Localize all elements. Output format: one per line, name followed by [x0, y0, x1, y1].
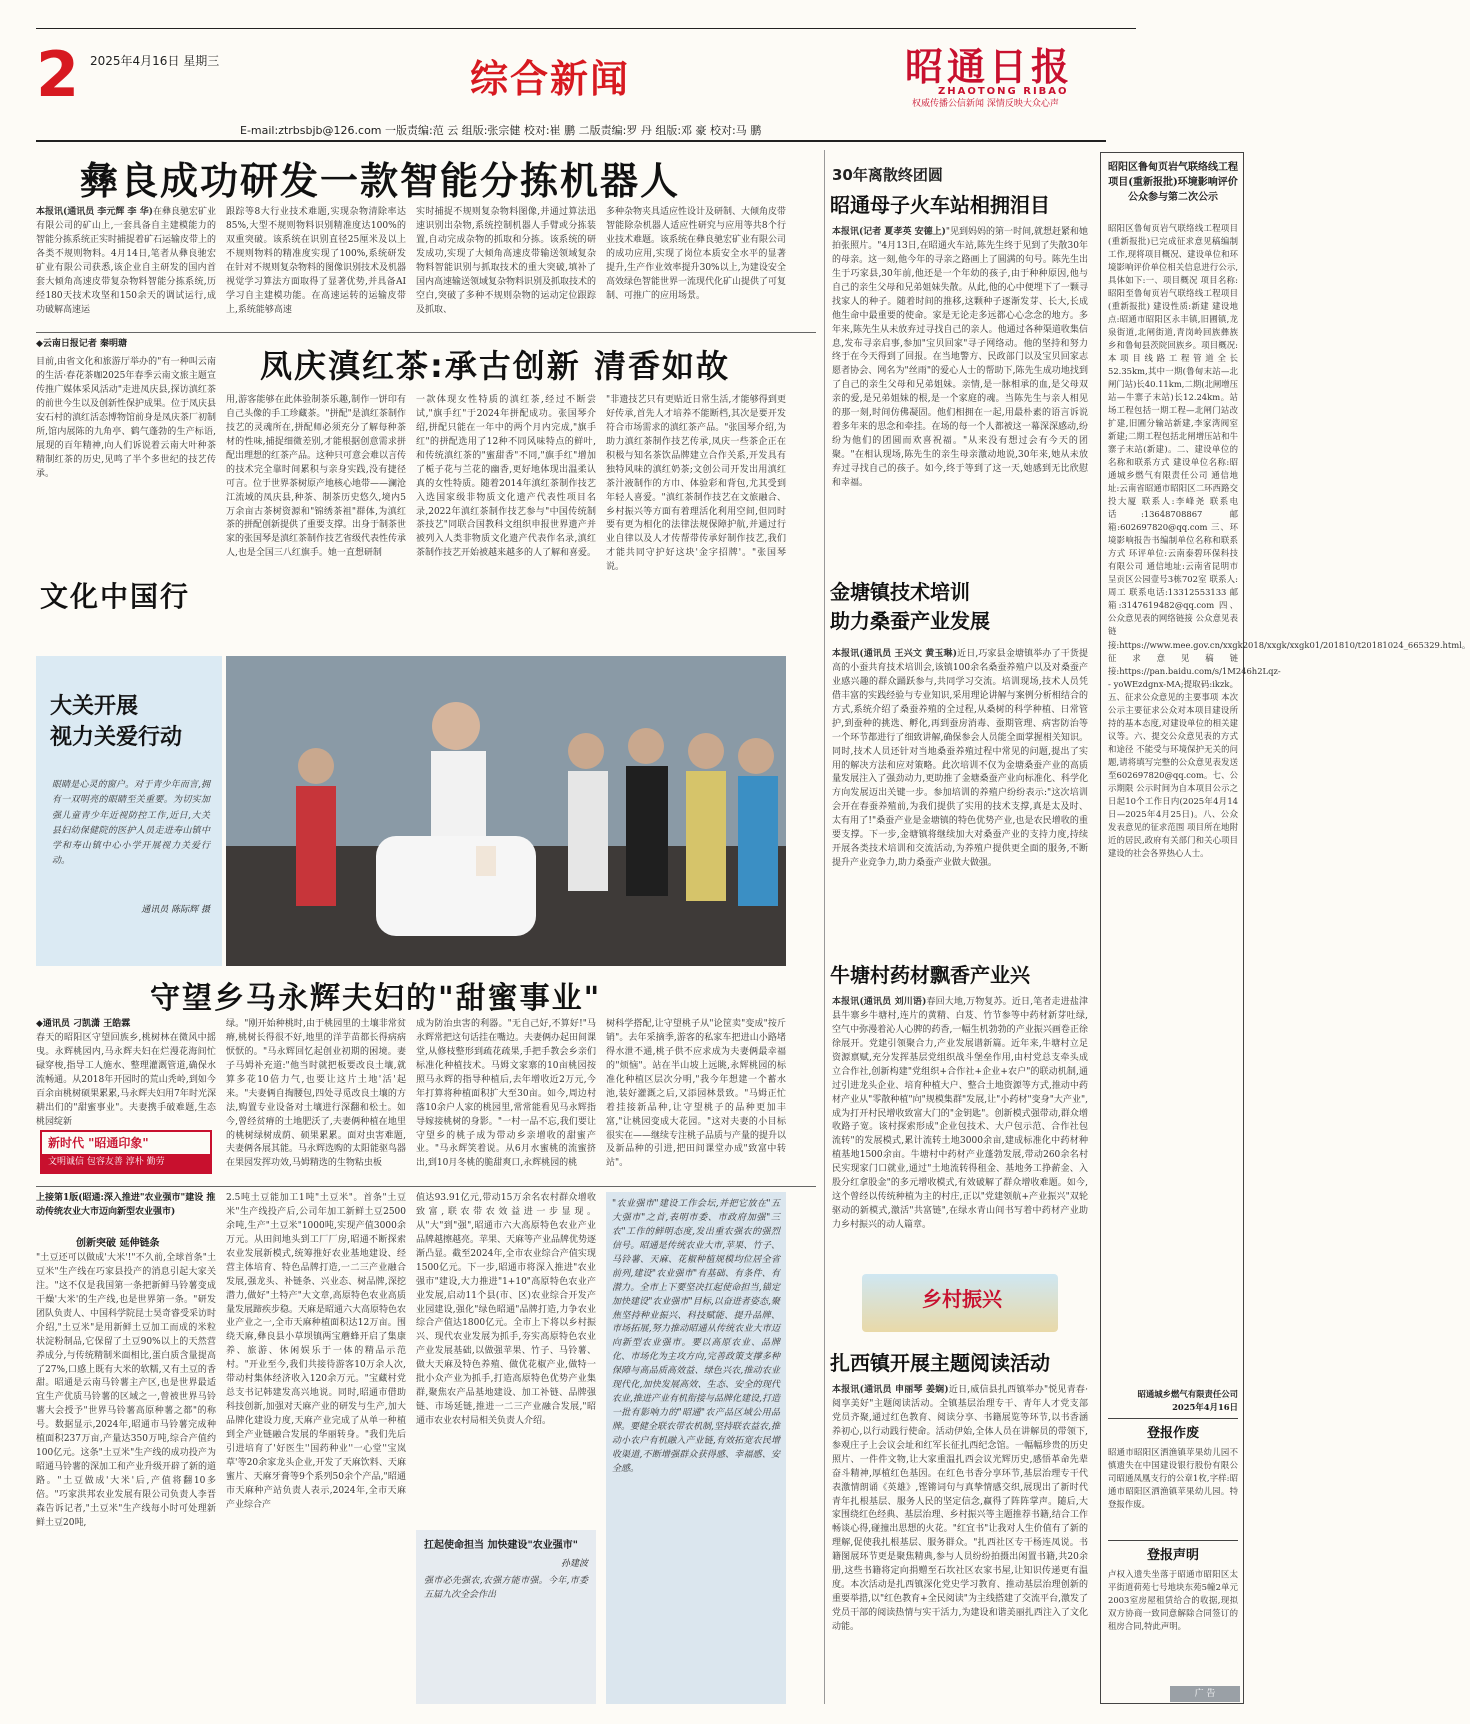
- notice3-title: 登报声明: [1146, 1548, 1199, 1563]
- divider: [1108, 1418, 1238, 1419]
- paper-pinyin: ZHAOTONG RIBAO: [938, 86, 1069, 97]
- section-title: 综合新闻: [470, 57, 631, 101]
- article2-title: 凤庆滇红茶:承古创新 清香如故: [260, 347, 730, 385]
- article5-byline: 本报讯(记者 夏孝英 安德上): [832, 227, 946, 237]
- issue-date: 2025年4月16日 星期三: [90, 54, 220, 68]
- article2-col4: "非遗技艺只有更贴近日常生活,才能够得到更好传承,首先人才培养不能断档,其次是要开发符合市场需求的滇红茶产品。"张国琴介绍,为助力滇红茶制作技艺传承,凤庆一些茶企正在积极与知名茶饮品牌建立合作关系,开发具有独特风味的滇红奶茶;文创公司开发出用滇红茶汁液制作的方巾、体验彩和背包,尤其受到年轻人喜爱。"滇红茶制作技艺在文旅融合、乡村振兴等方面有着理活化利用空间,但同时要有更为相化的法律法规保障护航,并通过行业自律以及人才传帮带传承好制作技艺,我们才能共同守护好这块'金字招牌'。"张国琴说。: [606, 395, 786, 573]
- editor-credits: E-mail:ztrbsbjb@126.com 一版责编:范 云 组版:张宗健 校对:崔 鹏 二版责编:罗 丹 组版:邓 豪 校对:马 鹏: [240, 124, 762, 137]
- article2-col2: 用,游客能够在此体验制茶乐趣,制作一饼印有自己头像的手工珍藏茶。"拼配"是滇红茶制作技艺的灵魂所在,拼配师必须充分了解每种茶材的性味,捕捉细微差别,才能根据创意需求拼配出理想的红茶产品。这种只可意会难以言传的技术完全靠时间累积与亲身实践,没有捷径可言。位于世界茶树原产地核心地带——澜沧江流域的凤庆县,种茶、制茶历史悠久,境内5万余亩古茶树资源和"锦绣茶祖"群体,为滇红茶的拼配创新提供了重要支撑。出身于制茶世家的张国琴是滇红茶制作技艺省级代表性传承人,也是全国三八红旗手。她一直想研制: [226, 395, 407, 559]
- article4-subtitle: 创新突破 延伸链条: [76, 1238, 160, 1249]
- article6-body: 本报讯(通讯员 王兴文 黄玉琳)近日,巧家县金塘镇举办了干货提高的小蚕共育技术培训会,该镇100余名桑蚕养殖户以及对桑蚕产业感兴趣的群众踊跃参与,共同学习交流。培训现场,技术人员凭借丰富的实践经验与专业知识,采用理论讲解与案例分析相结合的方式,系统介绍了桑蚕养殖的全过程,从桑树的科学种植、日常管护,到蚕种的挑选、孵化,再到蚕房消毒、蚕期管理、病害防治等一个环节都进行了细致讲解,确保参会人员能全面掌握相关知识。同时,技术人员还针对当地桑蚕养殖过程中常见的问题,提出了实用的解决方法和应对策略。此次培训不仅为金塘桑蚕产业的高质量发展注入了强劲动力,更助推了金塘桑蚕产业向标准化、科学化方向发展迈出关键一步。参加培训的养殖户纷纷表示:"这次培训会开在春蚕养殖前,为我们提供了实用的技术支撑,真是太及时、太有用了!"桑蚕产业是金塘镇的特色优势产业,也是农民增收的重要支撑。下一步,金塘镇将继续加大对桑蚕产业的支持力度,持续开展各类技术培训和交流活动,为养殖户提供更全面的服务,不断提升产业竞争力,助力桑蚕产业做大做强。: [832, 649, 1088, 869]
- feature-photo: [226, 656, 786, 966]
- article7-title: 牛塘村药材飘香产业兴: [830, 963, 1030, 987]
- paper-logo: 昭通日报: [905, 44, 1074, 89]
- ad-subtitle: 文明诚信 包容友善 淳朴 勤劳: [48, 1157, 165, 1167]
- commentary-box: [416, 1530, 596, 1704]
- article5-kicker: 30年离散终团圆: [832, 166, 943, 184]
- feature-caption: 眼睛是心灵的窗户。对于青少年而言,拥有一双明亮的眼睛至关重要。为切实加强儿童青少年近视防控工作,近日,大关县妇幼保健院的医护人员走进寿山镇中学和寿山镇中心小学开展视力关爱行动。: [52, 780, 210, 867]
- divider: [36, 332, 816, 333]
- article2-col1: 目前,由省文化和旅游厅举办的"有一种叫云南的生活·春花茶咖2025年春季云南文旅主题宣传推广媒体采风活动"走进凤庆县,探访滇红茶的前世今生以及创新性保护成果。位于凤庆县安石村的滇红活态博物馆前身是凤庆茶厂初制所,馆内展陈的九角亭、鹤气蓬勃的生产标语,展现的百年精神,向人们诉说着云南大叶种茶精制红茶的历史,见鸣了半个多世纪的技艺传承。: [36, 357, 217, 479]
- banner-label: 乡村振兴: [922, 1287, 1002, 1311]
- article1-byline: 本报讯(通讯员 李元辉 李 华): [36, 207, 153, 217]
- article3-title: 守望乡马永辉夫妇的"甜蜜事业": [150, 981, 602, 1016]
- article1-col3: 实时捕捉不规则复杂物料图像,并通过算法迅速识别出杂物,系统控制机器人手臂或分拣装置,自动完成杂物的抓取和分拣。该系统的研发成功,实现了大倾角高速皮带输送领域复杂物料智能识别与抓取技术的重大突破,填补了国内高速输送领域复杂物料识别及抓取技术的空白,突破了多种不规则杂物的运动定位跟踪及抓取、: [416, 207, 597, 315]
- article1-col1: 本报讯(通讯员 李元辉 李 华)在彝良驰宏矿业有限公司的矿山上,一套具备自主建模能力的智能分拣系统正实时捕捉着矿石运输皮带上的各类不规则物料。4月14日,笔者从彝良驰宏矿业有限公司获悉,该企业自主研发的国内首套大倾角高速皮带复杂物料智能分拣系统,历经180天技术攻坚和150余天的调试运行,成功破解高速运: [36, 207, 217, 315]
- article2-byline: ◆云南日报记者 秦明瑭: [36, 339, 128, 349]
- feature-credit: 通讯员 陈际辉 摄: [141, 905, 210, 915]
- divider: [1108, 1540, 1238, 1541]
- article3-col4: 树科学搭配,让守望桃子从"论筐卖"变成"按斤销"。去年采摘季,游客的私家车把进山小路堵得水泄不通,桃子供不应求成为夫妻俩最幸福的"烦恼"。站在半山坡上远眺,永辉桃园的标准化种植区层次分明,"我今年想建一个蓄水池,装好灌溉之后,又添园林景致。"马姆正忙着挂接新品种,让守望桃子的品种更加丰富,"让桃园变成大花园。"这对夫妻的小目标很实在——继续专注桃子品质与产量的提升以及新品种的引进,把田间课堂办成"致富中转站"。: [606, 1019, 787, 1169]
- notice1-body: 昭阳区鲁甸页岩气联络线工程项目(重新报批)已完成征求意见稿编制工作,现将项目概况、建设单位和环境影响评价单位相关信息进行公示,具体如下:一、项目概况 项目名称:昭阳至鲁甸页岩气联络线工程项目(重新报批) 建设性质:新建 建设地点:昭通市昭阳区永丰镇,旧圃镇,龙泉街道,北闸街道,青岗岭回族彝族乡和鲁甸县茨院回族乡。项目概况:本项目线路工程管道全长52.35km,其中一期(鲁甸末站—北闸门站)长40.11km,二期(北闸增压站—牛寨子末站)长12.24km。站场工程包括一期工程—北闸门站改扩建,旧圃分输站新建,李家湾阀室新建;二期工程包括北闸增压站和牛寨子末站(新建)。二、建设单位的名称和联系方式 建设单位名称:昭通城乡燃气有限责任公司 通信地址:云南省昭通市昭阳区二环西路交投大厦 联系人:李峰尧 联系电话:13648708867 邮箱:602697820@qq.com 三、环境影响报告书编制单位名称和联系方式 环评单位:云南泰碧环保科技有限公司 通信地址:云南省昆明市呈贡区公园壹号3栋702室 联系人:周工 联系电话:13312553133 邮箱:3147619482@qq.com 四、公众意见表的网络链接 公众意见表链接:https://www.mee.gov.cn/xxgk2018/xxgk/xxgk01/201810/t20181024_665329.html。征求意见稿链接:https://pan.baidu.com/s/1M246h2Lqz-- yoWEzdgnx-MA;提取码:ikzk。五、征求公众意见的主要事项 本次公示主要征求公众对本项目建设所持的基本态度,对建设单位的相关建议等。六、提交公众意见表的方式和途径 不能受与环境保护无关的问题,请将填写完整的公众意见表发送至602697820@qq.com。七、公示期限 公示时间为自本项目公示之日起10个工作日内(2025年4月14日—2025年4月25日)。八、公众发表意见的征求范围 项目所在地附近的居民,政府有关部门和关心项目建设的社会各界热心人士。: [1108, 223, 1470, 858]
- ad-title: 新时代 "昭通印象": [42, 1132, 210, 1154]
- commentary-byline: 孙建波: [560, 1558, 588, 1569]
- notice3-body: 卢权入遗失坐落于昭通市昭阳区太平街道荷苑七号地块东苑5幢2单元2003室房屋租赁给合的收据,现拟双方协商一致同意解除合同签订的租房合同,特此声明。: [1108, 1569, 1238, 1632]
- notice1-sign: 昭通城乡燃气有限责任公司 2025年4月16日: [1137, 1389, 1238, 1413]
- ad-label: 广 告: [1170, 1686, 1240, 1702]
- civilization-ad: [40, 1130, 212, 1174]
- article8-title: 扎西镇开展主题阅读活动: [830, 1351, 1050, 1375]
- article6-title: 金塘镇技术培训 助力桑蚕产业发展: [830, 580, 990, 633]
- photo-illustration: [226, 656, 786, 966]
- paper-slogan: 权威传播公信新闻 深情反映大众心声: [912, 99, 1059, 109]
- article1-title: 彝良成功研发一款智能分拣机器人: [80, 159, 681, 203]
- article8-byline: 本报讯(通讯员 申丽琴 姜娴): [832, 1385, 949, 1395]
- masthead-rule: [36, 140, 1106, 142]
- column-divider: [824, 150, 825, 1704]
- article8-body: 本报讯(通讯员 申丽琴 姜娴)近日,威信县扎西镇举办"悦见青春·阅享美好"主题阅读活动。全镇基层治理专干、青年人才党支部党员齐聚,通过红色教育、阅读分享、书籍展览等环节,以书香涵养初心,以行动践行使命。活动伊始,全体人员在讲解员的带领下,参观庄子上会议会址和红军长征扎西纪念馆。一幅幅珍贵的历史照片、一件件文物,让大家重温扎西会议光辉历史,感悟革命先辈奋斗精神,厚植红色基因。在红色书香分享环节,基层治理专干代表激情朗诵《英雄》,铿锵词句与真挚情感交织,展现出了新时代青年扎根基层、服务人民的坚定信念,赢得了阵阵掌声。随后,大家围绕红色经典、基层治理、乡村振兴等主题推荐书籍,结合工作畅谈心得,碰撞出思想的火花。"红宜书"让我对人生价值有了新的理解,促使我扎根基层、服务群众。"扎西社区专干杨连凤说。书籍图展环节更是聚焦精典,参与人员纷纷拍摄出闲置书籍,共20余册,这些书籍将定向捐赠至石坎社区农家书屋,让知识传递更有温度。本次活动是扎西镇深化党史学习教育、推动基层治理创新的重要举措,以"红色教育+全民阅读"为主线搭建了交流平台,激发了党员干部的阅读热情与实干活力,为建设和谐美丽扎西注入了文化动能。: [832, 1385, 1088, 1632]
- rural-revitalization-banner: [862, 1274, 1058, 1332]
- commentary-title: 扛起使命担当 加快建设"农业强市": [424, 1540, 578, 1551]
- notice2-body: 昭通市昭阳区洒渔镇苹果幼儿园不慎遗失在中国建设银行股份有限公司昭通凤凰支行的公章1枚,字样:昭通市昭阳区洒渔镇苹果幼儿园。特登报作废。: [1108, 1447, 1238, 1510]
- article3-col2: 绿。"刚开始种桃时,由于桃园里的土壤非常贫瘠,桃树长得很不好,地里的洋芋苗都长得病病恹恹的。"马永辉回忆起创业初期的困境。妻子马姆补充道:"他当时就把板要改良土壤,就算多花10倍力气,也要让这片土地'活'起来。"夫妻俩自掏腰包,四处寻觅改良土壤的方法,购置专业设备对土壤进行深翻和松土。如今,曾经贫瘠的土地肥沃了,夫妻俩种植在地里的桃树绿树成荫、硕果累累。面对虫害难题,夫妻俩各展其能。马永辉选购的太阳能驱鸟器在果园发挥功效,马姆精选的生物粘虫板: [226, 1019, 407, 1169]
- page-number: 2: [36, 38, 80, 111]
- article4-jump-title: 上接第1版(昭通:深入推进"农业强市"建设 推动传统农业大市迈向新型农业强市): [36, 1193, 216, 1217]
- top-rule: [36, 28, 1136, 29]
- divider: [36, 1186, 816, 1187]
- article3-col3: 成为防治虫害的利器。"无自己好,不算好!"马永辉常把这句话挂在嘴边。夫妻俩办起田间课堂,从修枝整形到疏花疏果,手把手教会乡亲们标准化种植技术。马姆文家寨的10亩桃园按照马永辉的指导种植后,去年增收近2万元,今年打算将种植面积扩大至30亩。如今,周边村落10余户人家的桃园里,常常能看见马永辉指导嫁接桃树的身影。"一村一品不忘,我们要让守望乡的桃子成为带动乡亲增收的甜蜜产业。"马永辉笑着说。从6月水蜜桃的流蜜挤出,到10月冬桃的脆甜爽口,永辉桃园的桃: [416, 1019, 597, 1169]
- article7-byline: 本报讯(通讯员 刘川语): [832, 997, 927, 1007]
- article3-col1: 春天的昭阳区守望回族乡,桃树林在微风中摇曳。永辉桃园内,马永辉夫妇在烂漫花海间忙碌穿梭,指导工人施水、整理灌溉管道,确保水流畅通。从2018年开园时的荒山秃岭,到如今百余亩桃树硕果累累,马永辉夫妇用7年时光深耕出们的"甜蜜事业"。夫妻携手破难题,生态桃园绽新: [36, 1033, 216, 1127]
- article4-col1: "土豆还可以做成'大米'!"不久前,全球首条"土豆米"生产线在巧家县投产的消息引起大家关注。"这不仅是我国第一条把新鲜马铃薯变成干燥'大米'的生产线,也是世界第一条。"研发团队负责人、中国科学院昆士昊奇睿受采访时介绍,"土豆米"是用新鲜土豆加工而成的米粒状淀粉制品,它保留了土豆90%以上的天然营养成分,与传统精制米面相比,蛋白质含量提高了27%,口感上既有大米的软糯,又有土豆的香甜。昭通是云南马铃薯主产区,也是世界最适宜生产优质马铃薯的区域之一,曾被世界马铃薯大会授予"世界马铃薯高原种薯之都"的称号。数据显示,2024年,昭通市马铃薯完成种植面积237万亩,产量达350万吨,综合产值约100亿元。这条"土豆米"生产线的成功投产为昭通马铃薯的深加工和产业升级开辟了新的道路。"土豆做成'大米'后,产值将翻10多倍。"巧家洪邦农业发展有限公司负责人李晋森告诉记者,"土豆米"生产线每小时可处理新鲜土豆20吨,: [36, 1253, 217, 1528]
- commentary-lead: 强市必先强农,农强方能市强。今年,市委五届九次全会作出: [424, 1576, 588, 1601]
- column-label-wenhua: 文化中国行: [40, 580, 191, 613]
- feature-title: 大关开展 视力关爱行动: [50, 694, 183, 750]
- article4-col4: "农业强市"建设工作会坛,并把它放在"五大强市"之首,表明市委、市政府加强"三农"工作的鲜明态度,发出重农强农的强烈信号。昭通是传统农业大市,苹果、竹子、马铃薯、天麻、花椒种植规模均位居全省前列,建设"农业强市"有基础、有条件、有潜力。全市上下要坚决扛起使命担当,锚定加快建设"农业强市"目标,以奋进者姿态,聚焦坚持种业振兴、科技赋能、提升品牌、市场拓展,努力推动昭通从传统农业大市迈向新型农业强市。要以高原农业、品牌化、市场化为主攻方向,完善政策支撑多种保障与高品质高效益、绿色兴农,推动农业现代化,加快发展高效、生态、安全的现代农业,推进产业有机衔接与品牌化建设,打造一批有影响力的"昭通"农产品区域公用品牌。要健全联农带农机制,坚持联农益农,推动小农户有机融入产业链,有效拓宽农民增收渠道,不断增强群众获得感、幸福感、安全感。: [606, 1192, 786, 1704]
- article7-body: 本报讯(通讯员 刘川语)春回大地,万物复苏。近日,笔者走进盐津县牛寨乡牛塘村,连片的黄精、白芨、竹节参等中药材新芽吐绿,空气中弥漫着沁人心脾的药香,一幅生机勃勃的产业振兴画卷正徐徐展开。党建引领聚合力,产业发展谱新篇。近年来,牛塘村立足资源禀赋,充分发挥基层党组织战斗堡垒作用,由村党总支牵头成立合作社,创新构建"党组织+合作社+企业+农户"的联动机制,通过引进龙头企业、培育种植大户、整合土地资源等方式,推动中药材产业从"零散种植"向"规模集群"发展,让"小药材"变身"大产业",成为打开村民增收致富大门的"金钥匙"。创新模式强带动,群众增收路子宽。该村探索形成"企业包技术、大户包示范、合作社包流转"的发展模式,累计流转土地3000余亩,建成标准化中药材种植基地1500余亩。牛塘村中药材产业蓬勃发展,带动260余名村民实现家门口就业,通过"土地流转得租金、基地务工挣薪金、入股分红拿股金"的多元增收模式,有效破解了群众增收难题。如今,这个曾经以传统种植为主的村庄,正以"党建领航+产业振兴"双轮驱动的新模式,激活"共富链",在绿水青山间书写着中药材产业助力乡村振兴的动人篇章。: [832, 997, 1088, 1230]
- article5-title: 昭通母子火车站相拥泪目: [830, 193, 1050, 217]
- article6-byline: 本报讯(通讯员 王兴文 黄玉琳): [832, 649, 957, 659]
- article1-col4: 多种杂物夹具适应性设计及研制、大倾角皮带智能除杂机器人适应性研究与应用等共8个行业技术难题。该系统在彝良驰宏矿业有限公司的成功应用,实现了岗位本质安全水平的显著提升,生产作业效率提升30%以上,为建设安全高效绿色智能世界一流现代化矿山提供了可复制、可推广的应用场景。: [606, 207, 787, 301]
- article5-body: 本报讯(记者 夏孝英 安德上)"见到妈妈的第一时间,就想赶紧和她拍张照片。"4月13日,在昭通火车站,陈先生终于见到了失散30年的母亲。这一刻,他今年的寻亲之路画上了圆满的句号。陈先生出生于巧家县,30年前,他还是一个年幼的孩子,由于种种原因,他与自己的亲生父母和兄弟姐妹失散。从此,他的心中便埋下了一颗寻找家人的种子。随着时间的推移,这颗种子逐渐发芽、长大,长成他生命中最重要的使命。家是无论走多远都心心念念的地方。多年来,陈先生从未放弃过寻找自己的亲人。他通过各种渠道收集信息,发布寻亲启事,参加"宝贝回家"寻子网络动。他的坚持和努力终于在今天得到了回报。在当地警方、民政部门以及宝贝回家志愿者协会、网名为"丝雨"的爱心人士的帮助下,陈先生成功地找到了自己的亲生父母和兄弟姐妹。亲情,是一脉相承的血,是父母双亲的爱,是兄弟姐妹的根,是一个家庭的魂。当陈先生与亲人相见的那一刻,时间仿佛凝固。他们相拥在一起,用最朴素的语言诉说着多年来的思念和牵挂。在场的每一个人都被这一幕深深感动,纷纷为他们的团圆而欢喜祝福。"从来没有想过会有今天的团聚。"在相认现场,陈先生的亲生母亲激动地说,30年来,她从未放弃过寻找自己的孩子。如今,终于等到了这一天,她感到无比欣慰和幸福。: [832, 227, 1088, 488]
- notice1-title: 昭阳区鲁甸页岩气联络线工程项目(重新报批)环境影响评价公众参与第二次公示: [1108, 162, 1238, 203]
- article1-col2: 跟踪等8大行业技术难题,实现杂物清除率达85%,大型不规则物料识别精准度达100%的双重突破。该系统在识别直径25厘米及以上不规则物料的精准度实现了100%,系统研发在针对不规则复杂物料的图像识别技术及机器视觉学习算法方面取得了显著优势,并具备AI学习自主建模功能。在高速运转的运输皮带上,系统能够高速: [226, 207, 407, 315]
- feature-caption-box: [36, 656, 222, 966]
- notice2-title: 登报作废: [1146, 1426, 1199, 1441]
- article4-col3: 值达93.91亿元,带动15万余名农村群众增收致富,联农带农效益进一步显现。从"大"到"强",昭通市六大高原特色农业产业品牌越擦越亮。苹果、天麻等产业品牌优势逐渐凸显。截至2024年,全市农业综合产值实现1500亿元。下一步,昭通市将深入推进"农业强市"建设,大力推进"1+10"高原特色农业产业发展,启动11个县(市、区)农业综合开发产业园建设,强化"绿色昭通"品牌打造,力争农业综合产值达1800亿元。全市上下将以乡村振兴、现代农业发展为抓手,夯实高原特色农业产业发展基础,以做强苹果、竹子、马铃薯、做大天麻及特色养殖、做优花椒产业,做特一批小众产业为抓手,打造高原特色优势产业集群,聚焦农产品基地建设、加工补链、品牌强链、市场延链,推进一二三产业融合发展,"昭通市农业农村局相关负责人介绍。: [416, 1193, 597, 1426]
- article2-col3: 一款体现女性特质的滇红茶,经过不断尝试,"旗手红"于2024年拼配成功。张国琴介绍,拼配只能在一年中的两个月内完成,"旗手红"的拼配选用了12种不同风味特点的鲜叶,和传统滇红茶的"蜜甜香"不同,"旗手红"增加了栀子花与兰花的幽香,更好地体现出温柔认真的女性特质。随着2014年滇红茶制作技艺入选国家级非物质文化遗产代表性项目名录,2022年滇红茶制作技艺参与"中国传统制茶技艺"同联合国教科文组织申报世界遗产并被列入人类非物质文化遗产代表作名录,滇红茶制作技艺开始被越来越多的人了解和喜爱。: [416, 395, 597, 559]
- article4-col2: 2.5吨土豆能加工1吨"土豆米"。首条"土豆米"生产线投产后,公司年加工新鲜土豆2500余吨,生产"土豆米"1000吨,实现产值3000余万元。从田间地头到工厂厂房,昭通不断探索农业发展新模式,统筹推好农业基地建设、经营主体培育、特色品牌打造,一二三产业融合发展,强龙头、补链条、兴业态、树品牌,深挖潜力,做好"土特产"大文章,高原特色农业高质量发展蹄疾步稳。天麻是昭通六大高原特色农业产业之一,全市天麻种植面积达12万亩。围绕天麻,彝良县小草坝镇两宝蘑蜂开启了集康养、旅游、休闲娱乐于一体的精品示范村。"开业至今,我们共接待游客10万余人次,带动村集体经济收入120余万元。"宝藏村党总支书记韩建发高兴地说。同时,昭通市借助科技创新,加强对天麻产业的研发与生产,加大品牌化建设力度,天麻产业完成了从单一种植到全产业链融合发展的华丽转身。"我们先后引进培育了'好医生''国药种业''一心堂''宝岚草'等20余家龙头企业,开发了天麻饮料、天麻蜜片、天麻牙膏等9个系列50余个产品,"昭通市天麻种产站负责人表示,2024年,全市天麻产业综合产: [226, 1193, 407, 1510]
- article3-byline: ◆通讯员 刁凯潇 王皓霖: [36, 1019, 131, 1029]
